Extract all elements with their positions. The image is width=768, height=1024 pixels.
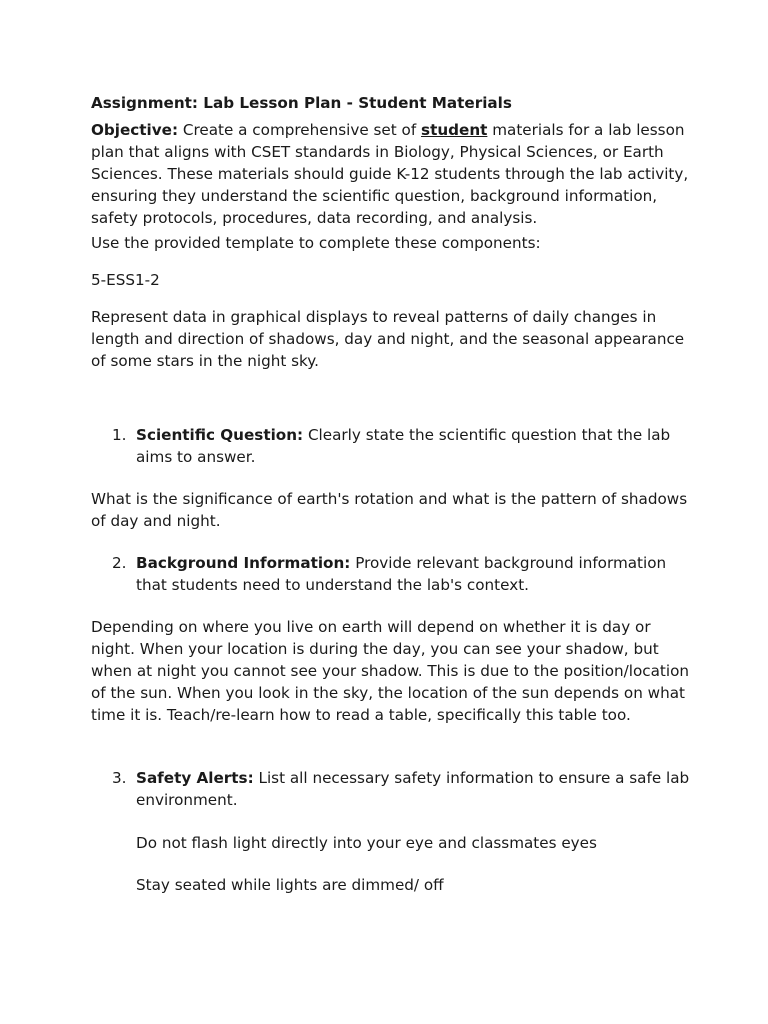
instruction-text: Use the provided template to complete these components: (91, 234, 541, 252)
item-number-1: 1. (112, 426, 127, 444)
answer-background-information: Depending on where you live on earth will depend on whether it is day or night. When your location is during the day, you can see your shadow, but when at night you cannot see your shadow. This is due to the position/location of the sun. When you look in the sky, the location of the sun depends on what time it is. Teach/re-learn how to read a table, specifically this table too. (91, 618, 690, 724)
item-safety-alerts: Safety Alerts: List all necessary safety information to ensure a safe lab environment. (136, 769, 690, 809)
standard-code: 5-ESS1-2 (91, 271, 160, 289)
answer-scientific-question: What is the significance of earth's rotation and what is the pattern of shadows of day and night. (91, 490, 688, 530)
student-emphasis: student (421, 121, 488, 139)
objective-label: Objective: (91, 121, 179, 139)
objective-paragraph: Objective: Create a comprehensive set of student materials for a lab lesson plan that aligns with CSET standards in Biology, Physical Sciences, or Earth Sciences. These materials should guide K-12 students through the lab activity, ensuring they understand the scientific question, background information, safety protocols, procedures, data recording, and analysis. (91, 121, 689, 227)
item-background-information: Background Information: Provide relevant background information that students need to understand the lab's context. (136, 554, 667, 594)
safety-line-2: Stay seated while lights are dimmed/ off (136, 876, 444, 894)
standard-description: Represent data in graphical displays to reveal patterns of daily changes in length and direction of shadows, day and night, and the seasonal appearance of some stars in the night sky. (91, 308, 685, 370)
item-number-3: 3. (112, 769, 127, 787)
item-number-2: 2. (112, 554, 127, 572)
safety-line-1: Do not flash light directly into your eye and classmates eyes (136, 834, 597, 852)
assignment-title: Assignment: Lab Lesson Plan - Student Materials (91, 94, 512, 112)
item-scientific-question: Scientific Question: Clearly state the scientific question that the lab aims to answer. (136, 426, 671, 466)
